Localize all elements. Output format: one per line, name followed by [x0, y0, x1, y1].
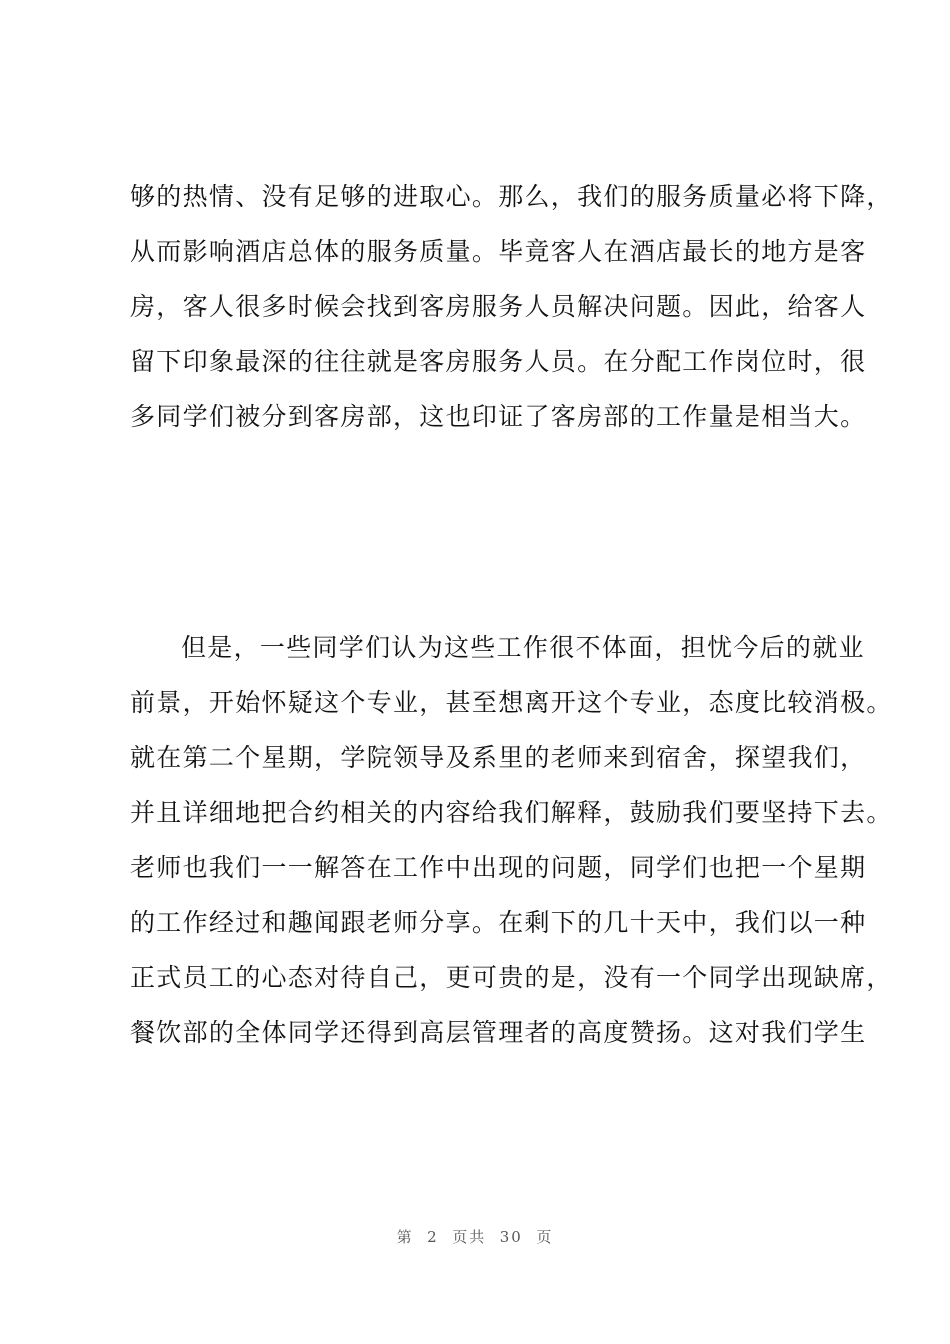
- page-number-footer: 第 2 页共 30 页: [396, 1228, 554, 1246]
- text-line: 从而影响酒店总体的服务质量。毕竟客人在酒店最长的地方是客: [130, 237, 867, 266]
- paragraph-2: [130, 625, 893, 1065]
- text-line: 餐饮部的全体同学还得到高层管理者的高度赞扬。这对我们学生: [130, 1018, 867, 1047]
- text-line-indented: 但是，一些同学们认为这些工作很不体面，担忧今后的就业: [181, 633, 865, 662]
- text-line: 并且详细地把合约相关的内容给我们解释，鼓励我们要坚持下去。: [130, 798, 893, 827]
- text-line: 留下印象最深的往往就是客房服务人员。在分配工作岗位时，很: [130, 347, 867, 376]
- text-line: 就在第二个星期，学院领导及系里的老师来到宿舍，探望我们，: [130, 743, 867, 772]
- text-line: 房，客人很多时候会找到客房服务人员解决问题。因此，给客人: [130, 292, 867, 321]
- text-line: 前景，开始怀疑这个专业，甚至想离开这个专业，态度比较消极。: [130, 688, 893, 717]
- text-line: 多同学们被分到客房部，这也印证了客房部的工作量是相当大。: [130, 402, 867, 431]
- text-line: 正式员工的心态对待自己，更可贵的是，没有一个同学出现缺席，: [130, 963, 893, 992]
- text-line: 够的热情、没有足够的进取心。那么，我们的服务质量必将下降，: [130, 182, 893, 211]
- text-line: 的工作经过和趣闻跟老师分享。在剩下的几十天中，我们以一种: [130, 908, 867, 937]
- paragraph-1: [130, 174, 893, 449]
- text-line: 老师也我们一一解答在工作中出现的问题，同学们也把一个星期: [130, 853, 867, 882]
